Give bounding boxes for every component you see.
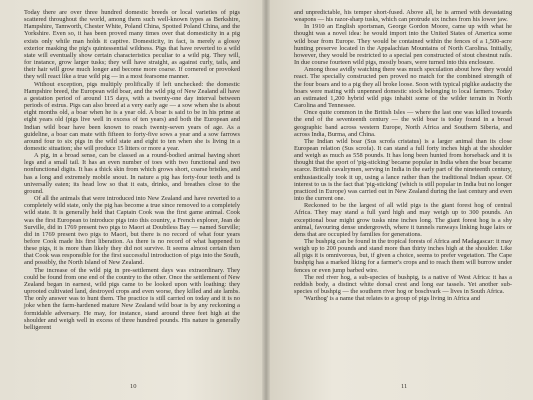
paragraph: The increase of the wild pig in pre-settlement days was extraordinary. They could be found from one end of the country to the other. Once the settlement of New Zealand began in earnest, wild pigs came to be looked upon with loathing: they uprooted cultivated land, destroyed crops and even worse, they killed and ate lambs. The only answer was to hunt them. The practice is still carried on today and it is no joke when the farm-hardened mature New Zealand wild boar is by any reckoning a formidable adversary. He may, for instance, stand around three feet high at the shoulder and weigh well in excess of three hundred pounds. His nature is generally belligerent [24,266,240,331]
paragraph: In 1910 an English sportsman, George Gordon Moore, came up with what he thought was a novel idea: he would import into the United States of America some wild boar from Europe. They would be contained within the fences of a 1,500-acre hunting preserve located in the Appalachian Mountains of North Carolina. Initially, however, they would be restricted to a special pen constructed of stout chestnut rails. In due course fourteen wild pigs, mostly boars, were turned into this enclosure. [294,23,512,67]
paragraph: Of all the animals that were introduced into New Zealand and have reverted to a completely wild state, only the pig has become a true since removed to a completely wild state. It is generally held that Captain Cook was the first game animal. Cook was the first European to introduce pigs into this country, a French explorer, Jean de Surville, did in 1769 present two pigs to Maori at Doubtless Bay — named Surville; did in 1769 present two pigs to Maori, but there is no record of what four years before Cook made his first liberation. As there is no record of what happened to these pigs, it is more than likely they did not survive. It seems almost certain then that Cook was responsible for the first successful introduction of pigs into the South, and possibly, the North Island of New Zealand. [24,195,240,267]
paragraph: The bushpig can be found in the tropical forests of Africa and Madagascar: it may weigh up to 200 pounds and stand more than thirty inches high at the shoulder. Like all pigs it is omnivorous, but, if given a choice, seems to prefer vegetation. The Cape bushpig has a marked liking for a farmer's crops and to reach them will burrow under fences or even jump barbed wire. [294,238,512,274]
right-page [266,0,533,400]
paragraph: The Indian wild boar (Sus scrofa cristatus) is a larger animal than its close European relation (Sus scrofa). It can stand a full forty inches high at the shoulder and weigh as much as 558 pounds. It has long been hunted from horseback and it is thought that the sport of 'pig-sticking' became popular in India when the boar became scarce. British cavalrymen, serving in India in the early part of the nineteenth century, enthusiastically took it up, using a lance rather than the traditional Indian spear. Of interest to us is the fact that 'pig-sticking' (which is still popular in India but no longer practiced in Europe) was carried out in New Zealand during the last century and even into the current one. [294,137,513,203]
paragraph: Reckoned to be the largest of all wild pigs is the giant forest hog of central Africa. They may stand a full yard high and may weigh up to 300 pounds. An exceptional boar might grow tusks nine inches long. The giant forest hog is a shy animal, favouring dense undergrowth, where it tunnels runways linking huge lairs or dens that are occupied by families for generations. [294,202,512,238]
paragraph: Once quite common in the British Isles — where the last one was killed towards the end of the seventeenth century — the wild boar is today found in a broad geographic band across western Europe, North Africa and Southern Siberia, and across India, Burma, and China. [294,109,512,138]
left-page [0,0,266,400]
paragraph: Among those avidly watching there was much speculation about how they would react. The specially constructed pen proved no match for the combined strength of the four boars and to a pig they all broke loose. Soon with typical piglike audacity the boars were mating with unpenned domestic stock belonging to local farmers. Today an estimated 1,200 hybrid wild pigs inhabit some of the wilder terrain in North Carolina and Tennessee. [294,66,512,110]
paragraph: A pig, in a broad sense, can be classed as a round-bodied animal having short legs and a small tail. It has an even number of toes with two functional and two nonfunctional digits. It has a thick skin from which grows short, coarse bristles, and has a long and extremely mobile snout. In nature a pig has forty-four teeth and is universally eaten; its head low so that it eats, drinks, and breathes close to the ground. [24,152,240,195]
paragraph: Without exception, pigs multiply prolifically if left unchecked: the domestic Hampshire breed, the European wild boar, and the wild pig of New Zealand all have a gestation period of around 115 days, with a twenty-one day interval between periods of estrus. Pigs can also breed at a very early age — a sow when she is about eight months old, a boar when he is a year old. A boar is said to be in his prime at eight years old (pigs live well in excess of ten years) and both the European and Indian wild boar have been known to reach twenty-seven years of age. As a guideline, a boar can mate with fifteen to forty-five sows a year and a sow farrows around four to six pigs in the wild state and eight to ten when she is living in a domestic situation; she will produce 15 litters or more a year. [24,80,240,152]
right-page-text [294,9,512,302]
left-page-text [24,9,240,331]
paragraph: The red river hog, a sub-species of bushpig, is a native of West Africa: it has a reddish body, a distinct white dorsal crest and long ear tassels. Yet another sub-species of bushpig — the southern river hog or boschvark — lives in South Africa. [294,273,512,296]
paragraph: Today there are over three hundred domestic breeds or local varieties of pigs scattered throughout the world, among them such well-known types as Berkshire, Hampshire, Tamworth, Chester White, Poland China, Spotted Poland China, and the Yorkshire. Even so, it has been proved many times over that domesticity in a pig exists only while man holds it captive. Domesticity, in fact, is merely a glossy exterior masking the pig's quintessential wildness. Pigs that have reverted to a wild state will eventually show certain characteristics peculiar to a wild pig. They will, for instance, grow larger tusks; they will have straight, as against curly, tails, and their hair will grow much longer and become more coarse. If cornered or provoked they will react like a true wild pig — in a most fearsome manner. [24,9,240,81]
book-gutter [262,0,270,400]
paragraph: and unpredictable, his temper short-fused. Above all, he is armed with devastating weapons — his razor-sharp tusks, which can protrude six inches from his lower jaw. [294,9,512,24]
page-number: 11 [401,383,408,390]
page-number: 10 [130,383,137,390]
paragraph: 'Warthog' is a name that relates to a group of pigs living in Africa and [304,295,481,303]
